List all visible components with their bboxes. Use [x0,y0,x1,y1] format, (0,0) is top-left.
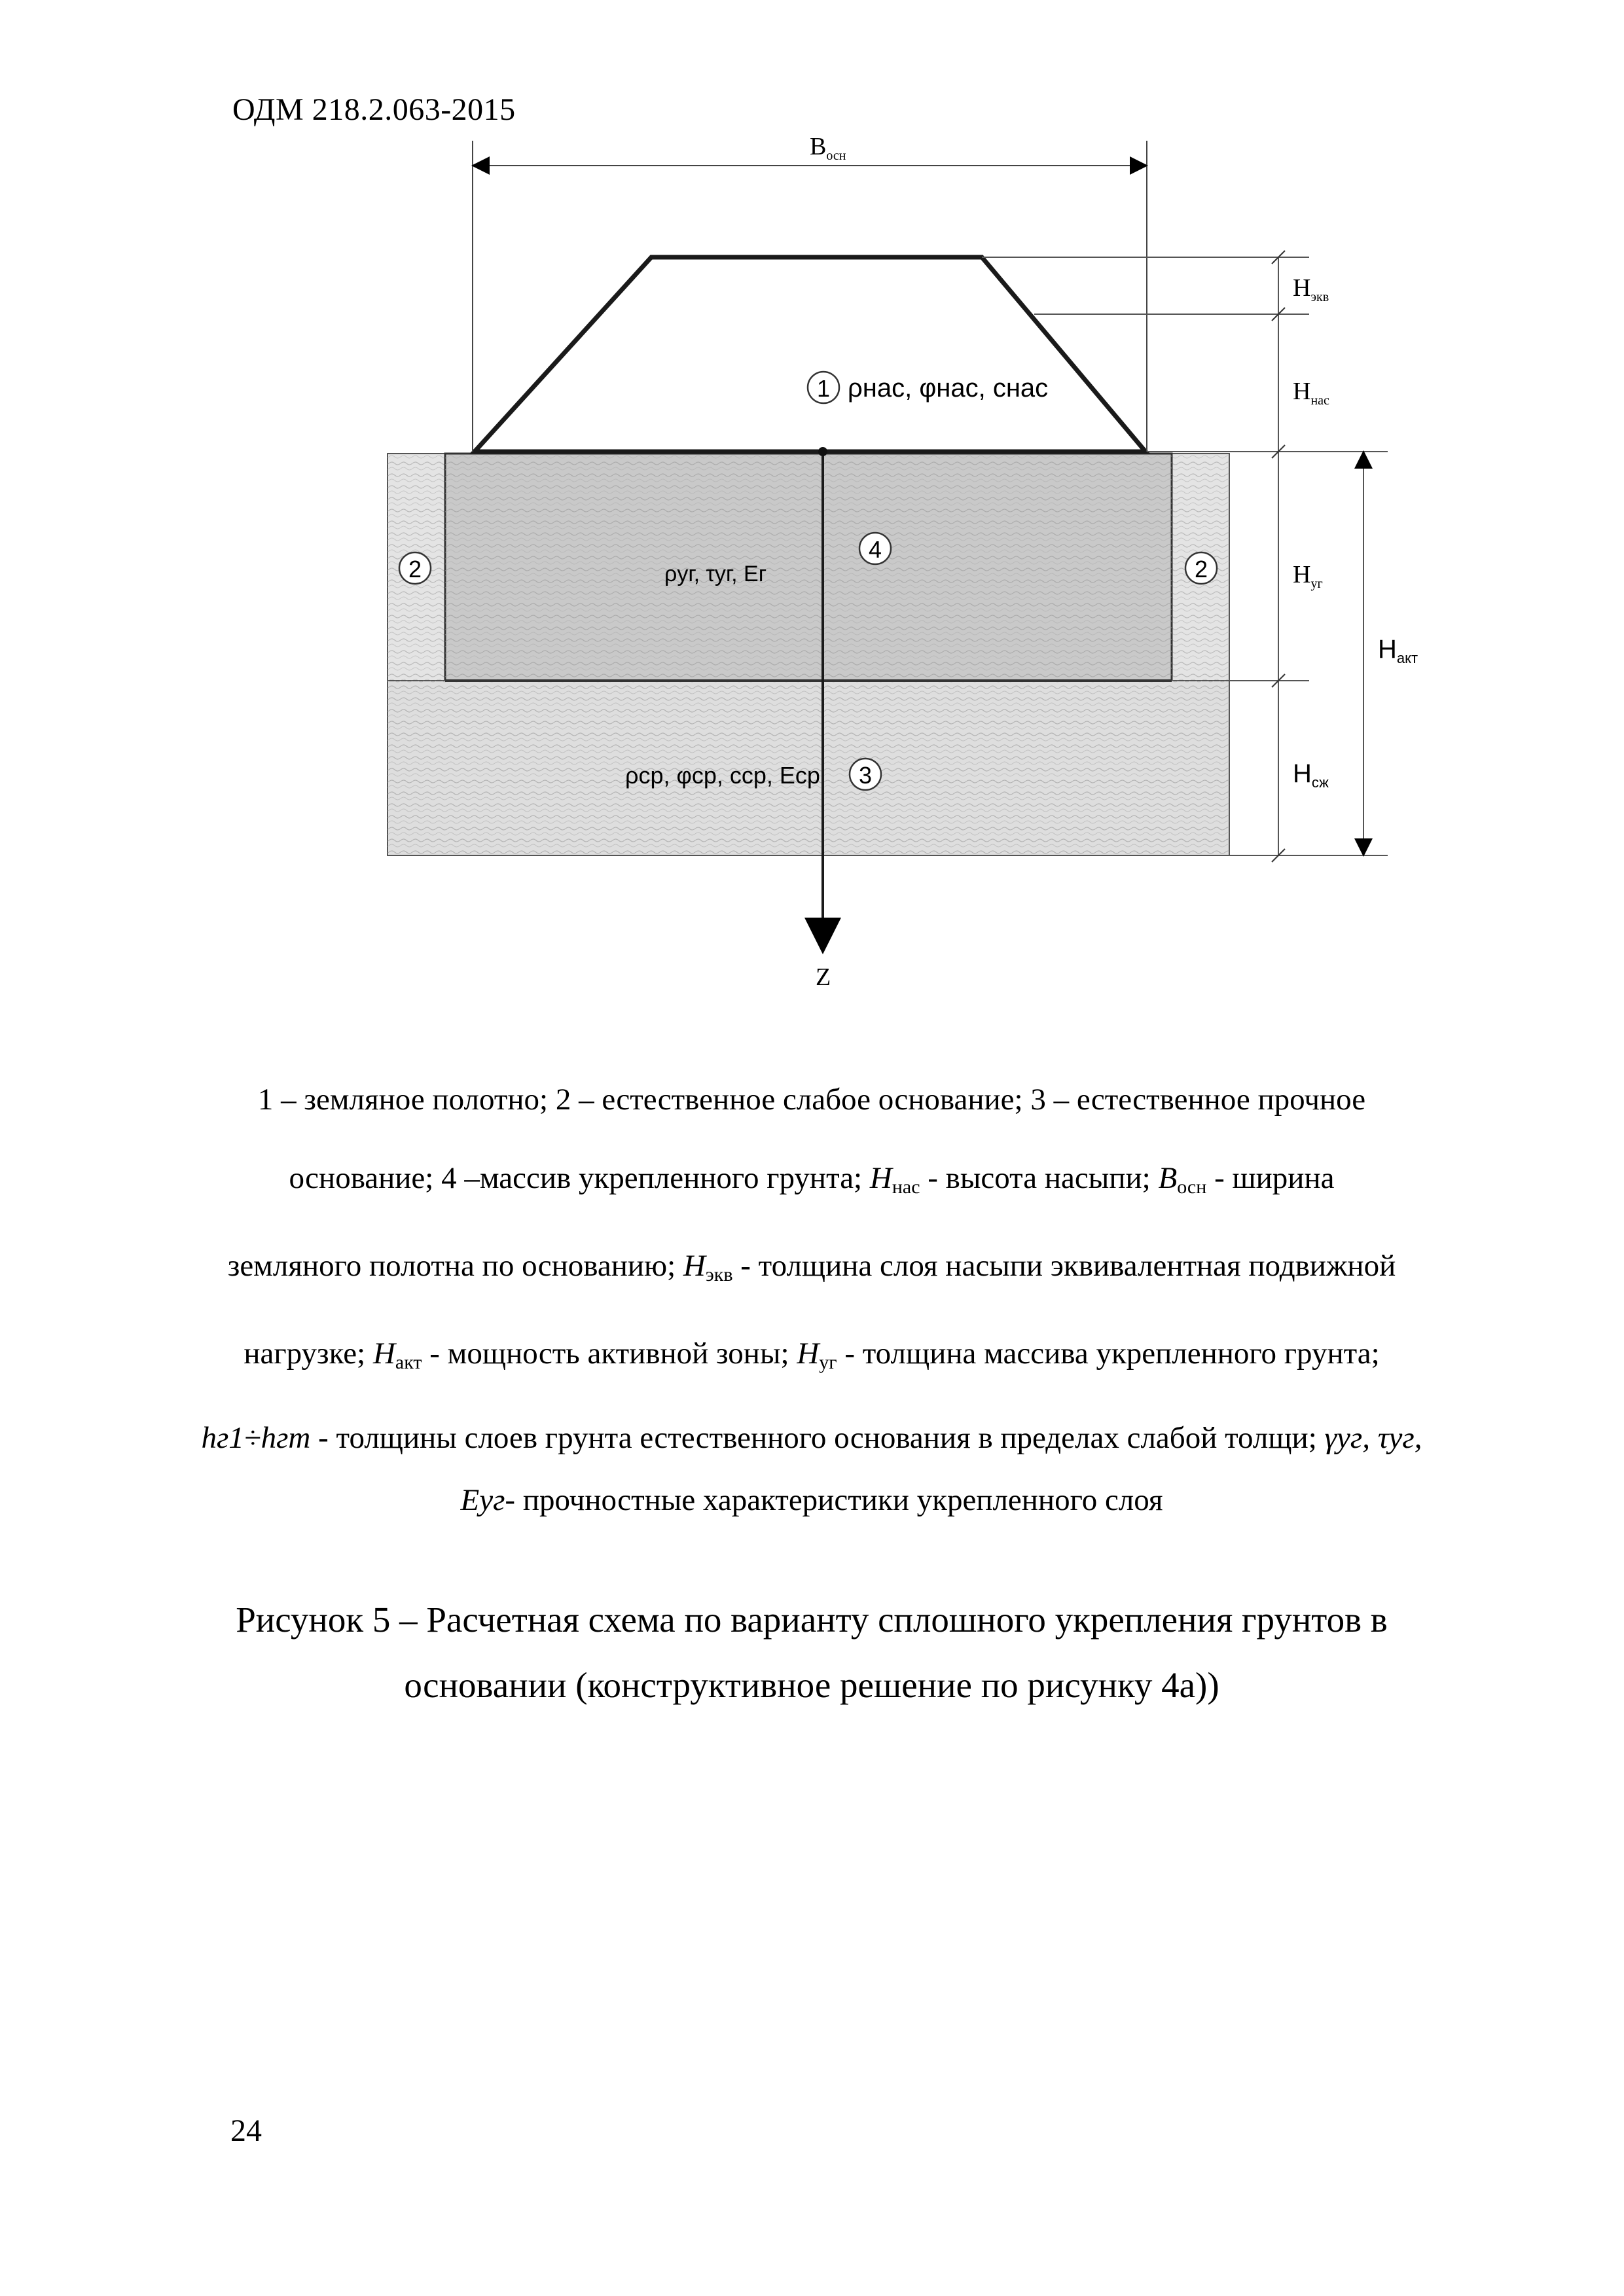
page-number: 24 [230,2113,262,2148]
z-axis-origin [818,447,827,456]
figure-title-line-1: Рисунок 5 – Расчетная схема по варианту сплошного укрепления грунтов в [236,1600,1388,1640]
embankment-trapezoid [475,257,1146,452]
h-szh-label: $Н_{сж}$ [1293,759,1329,791]
h-ug-label: $Н_{уг}$ [1293,561,1323,591]
legend-line-4: нагрузке; $H_{акт}$ - мощность активной зоны; $H_{уг}$ - толщина массива укрепленного грунта; [244,1336,1380,1373]
legend-line-6: Eуг- прочностные характеристики укрепленного слоя [460,1483,1163,1517]
document-code-header: ОДМ 218.2.063-2015 [232,92,516,127]
figure-title-line-2: основании (конструктивное решение по рисунку 4а)) [404,1665,1219,1705]
h-ekv-label: $Н_{экв}$ [1293,274,1329,304]
legend-line-3: земляного полотна по основанию; $H_{экв}$ - толщина слоя насыпи эквивалентная подвижной [227,1249,1396,1285]
svg-text:2: 2 [1194,556,1208,583]
legend-line-2: основание; 4 –массив укрепленного грунта; $H_{нас}$ - высота насыпи; $B_{осн}$ - ширина [289,1161,1335,1198]
figure-title [196,1587,1427,1718]
legend-line-1: 1 – земляное полотно; 2 – естественное слабое основание; 3 – естественное прочное [257,1083,1366,1117]
reinforced-properties: ρуг, τуг, Eг [664,562,767,586]
embankment-properties: ρнас, φнас, cнас [848,374,1049,403]
reinforced-soil-texture [445,454,1172,681]
marker-2-right [1185,552,1217,584]
svg-text:3: 3 [858,762,873,789]
strong-base-properties: ρср, φср, cср, Eср [625,762,820,789]
svg-text:4: 4 [868,536,882,563]
z-axis-label: Z [816,963,831,991]
marker-1 [808,372,839,403]
h-nas-label: $Н_{нас}$ [1293,378,1329,408]
svg-text:1: 1 [816,375,831,402]
marker-4 [859,533,891,564]
marker-3 [850,759,881,790]
h-akt-label: $Н_{акт}$ [1378,635,1418,666]
marker-2-left [399,552,431,584]
legend-line-5: hг1÷hгm - толщины слоев грунта естественного основания в пределах слабой толщи; γуг, τуг, [201,1421,1422,1455]
figure-legend [196,1060,1427,1526]
b-osn-label: $В_{осн}$ [810,133,846,163]
svg-text:2: 2 [408,556,422,583]
